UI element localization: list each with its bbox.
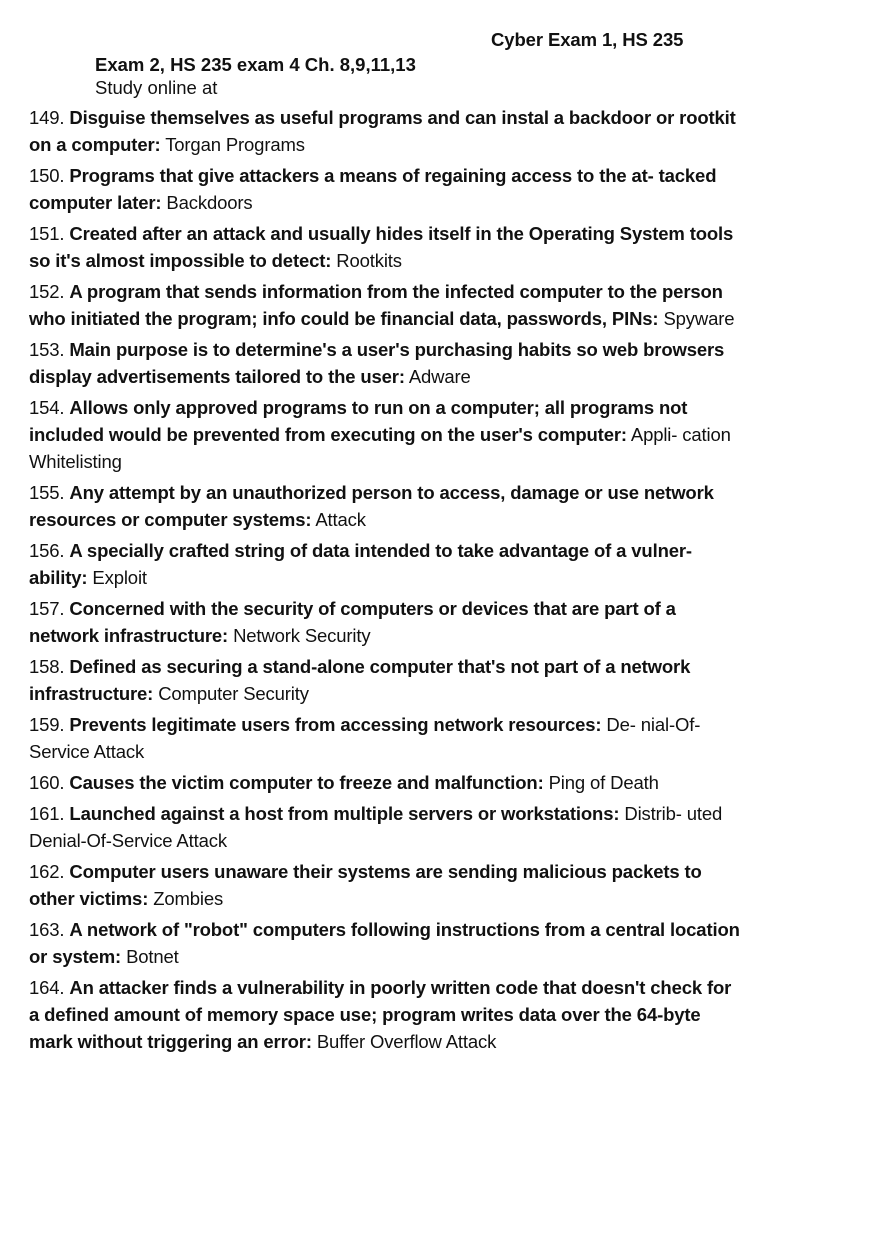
item-answer: Attack — [315, 509, 366, 530]
item-answer: Torgan Programs — [165, 134, 305, 155]
item-question: A program that sends information from the infected computer to the person who initiated the program; info could be financial data, passwords, PINs: — [29, 281, 723, 329]
flashcard-item — [29, 858, 741, 912]
item-answer: Exploit — [92, 567, 147, 588]
item-question: Disguise themselves as useful programs and can instal a backdoor or rootkit on a computer: — [29, 107, 736, 155]
item-answer: Appli- cation Whitelisting — [29, 424, 731, 472]
item-number: 158. — [29, 656, 65, 677]
item-number: 162. — [29, 861, 65, 882]
header-block — [95, 53, 416, 99]
item-number: 159. — [29, 714, 65, 735]
item-number: 161. — [29, 803, 65, 824]
flashcard-item — [29, 162, 741, 216]
flashcard-item — [29, 537, 741, 591]
study-online-text: Study online at — [95, 77, 218, 98]
flashcard-item — [29, 394, 741, 475]
item-answer: Adware — [408, 366, 471, 387]
flashcard-item — [29, 336, 741, 390]
item-answer: Rootkits — [336, 250, 402, 271]
item-answer: Spyware — [663, 308, 735, 329]
item-answer: Backdoors — [166, 192, 253, 213]
item-number: 150. — [29, 165, 65, 186]
item-answer: Buffer Overflow Attack — [316, 1031, 497, 1052]
item-number: 164. — [29, 977, 65, 998]
item-number: 153. — [29, 339, 65, 360]
item-question: Causes the victim computer to freeze and malfunction: — [69, 772, 544, 793]
item-answer: Distrib- uted Denial-Of-Service Attack — [29, 803, 723, 851]
item-answer: De- nial-Of-Service Attack — [29, 714, 701, 762]
item-question: Any attempt by an unauthorized person to access, damage or use network resources or computer systems: — [29, 482, 714, 530]
item-answer: Zombies — [153, 888, 224, 909]
item-question: Programs that give attackers a means of regaining access to the at- tacked computer later: — [29, 165, 717, 213]
item-answer: Ping of Death — [548, 772, 659, 793]
flashcard-item — [29, 769, 741, 796]
item-question: Created after an attack and usually hides itself in the Operating System tools so it's almost impossible to detect: — [29, 223, 734, 271]
item-question: An attacker finds a vulnerability in poorly written code that doesn't check for a defined amount of memory space use; program writes data over the 64-byte mark without triggering an error: — [29, 977, 732, 1052]
flashcard-item — [29, 800, 741, 854]
item-number: 163. — [29, 919, 65, 940]
flashcard-item — [29, 595, 741, 649]
flashcard-item — [29, 974, 741, 1055]
flashcard-item — [29, 104, 741, 158]
item-answer: Network Security — [233, 625, 371, 646]
item-question: A network of "robot" computers following instructions from a central location or system: — [29, 919, 740, 967]
item-question: Concerned with the security of computers or devices that are part of a network infrastructure: — [29, 598, 676, 646]
item-number: 149. — [29, 107, 65, 128]
flashcard-item — [29, 479, 741, 533]
item-question: Allows only approved programs to run on a computer; all programs not included would be prevented from executing on the user's computer: — [29, 397, 688, 445]
flashcard-item — [29, 220, 741, 274]
item-number: 155. — [29, 482, 65, 503]
flashcard-item — [29, 278, 741, 332]
item-number: 157. — [29, 598, 65, 619]
exam-title: Exam 2, HS 235 exam 4 Ch. 8,9,11,13 — [95, 54, 416, 75]
item-question: A specially crafted string of data intended to take advantage of a vulner- ability: — [29, 540, 692, 588]
flashcard-list — [29, 104, 741, 1059]
item-number: 151. — [29, 223, 65, 244]
item-answer: Computer Security — [158, 683, 309, 704]
item-question: Computer users unaware their systems are sending malicious packets to other victims: — [29, 861, 702, 909]
document-title: Cyber Exam 1, HS 235 — [491, 29, 684, 50]
item-answer: Botnet — [126, 946, 179, 967]
item-number: 154. — [29, 397, 65, 418]
item-number: 160. — [29, 772, 65, 793]
item-number: 152. — [29, 281, 65, 302]
item-question: Launched against a host from multiple servers or workstations: — [69, 803, 620, 824]
flashcard-item — [29, 653, 741, 707]
item-question: Defined as securing a stand-alone computer that's not part of a network infrastructure: — [29, 656, 691, 704]
flashcard-item — [29, 711, 741, 765]
item-question: Main purpose is to determine's a user's purchasing habits so web browsers display advertisements tailored to the user: — [29, 339, 725, 387]
flashcard-item — [29, 916, 741, 970]
item-number: 156. — [29, 540, 65, 561]
item-question: Prevents legitimate users from accessing network resources: — [69, 714, 602, 735]
